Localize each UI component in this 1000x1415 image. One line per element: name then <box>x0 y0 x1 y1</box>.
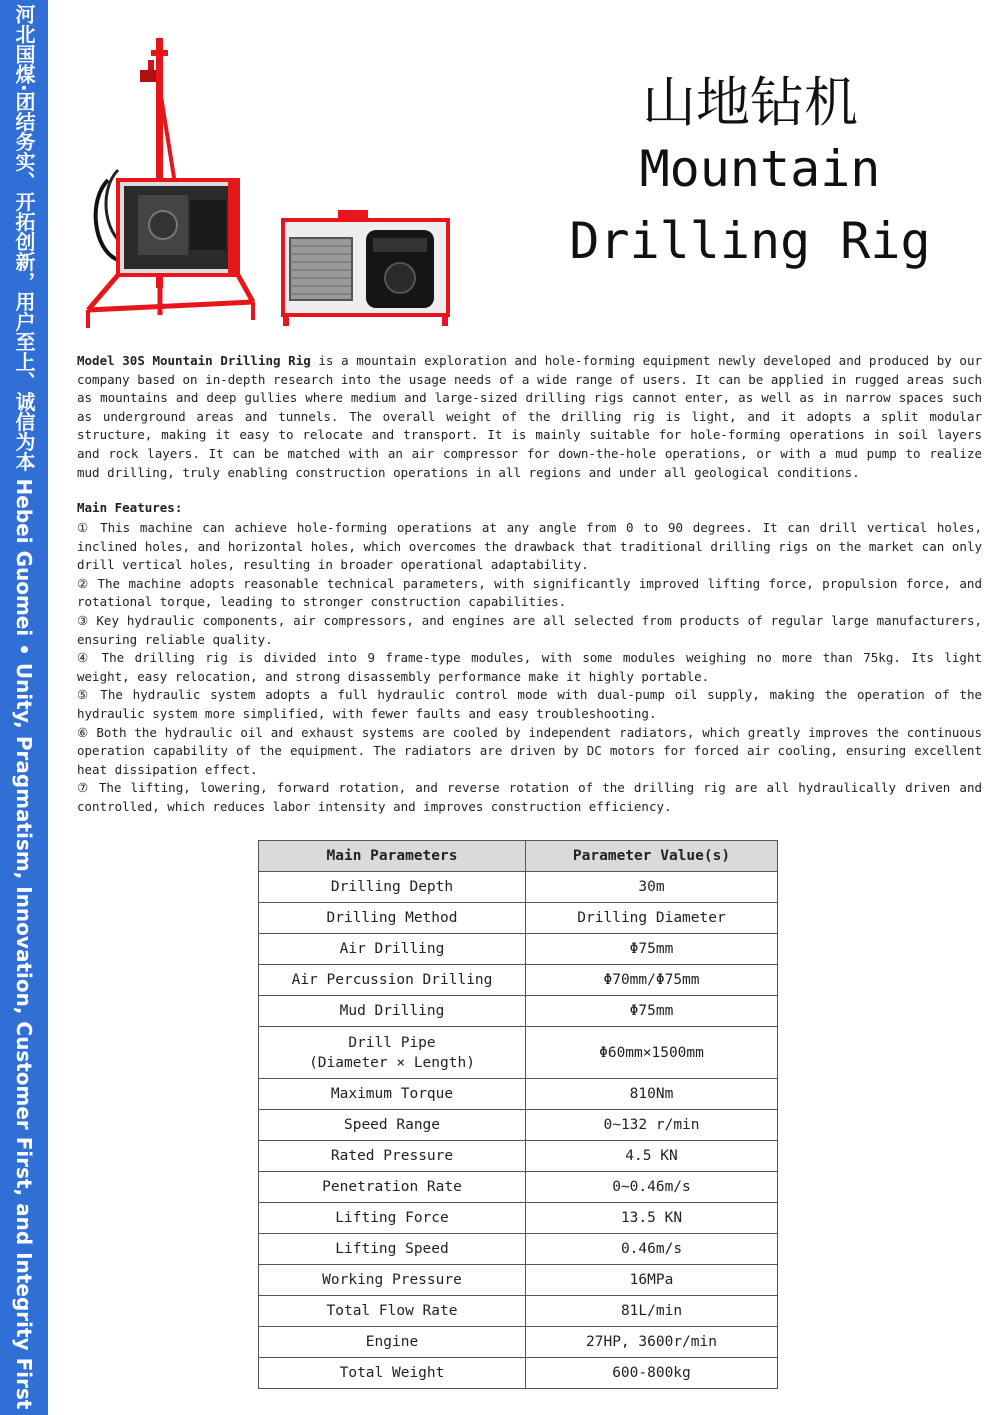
parameters-table <box>258 840 778 1389</box>
param-name: Air Drilling <box>259 934 526 965</box>
param-value: 0.46m/s <box>526 1234 778 1265</box>
side-slogan: 河北国煤·团结务实、开拓创新，用户至上、诚信为本 Hebei Guomei • Unity, Pragmatism, Innovation, Customer First, and Integrity First <box>12 4 36 1410</box>
param-value: 0~0.46m/s <box>526 1172 778 1203</box>
table-row <box>259 965 778 996</box>
param-name: Penetration Rate <box>259 1172 526 1203</box>
feature-item: ⑦ The lifting, lowering, forward rotation, and reverse rotation of the drilling rig are all hydraulically driven and controlled, which reduces labor intensity and improves construction efficiency. <box>77 780 982 814</box>
feature-item: ⑤ The hydraulic system adopts a full hydraulic control mode with dual-pump oil supply, making the operation of the hydraulic system more simplified, with fewer faults and easy troubleshooting. <box>77 687 982 721</box>
table-row <box>259 1327 778 1358</box>
param-value: 600-800kg <box>526 1358 778 1389</box>
param-value: Φ75mm <box>526 934 778 965</box>
table-row <box>259 1296 778 1327</box>
intro-text: is a mountain exploration and hole-forming equipment newly developed and produced by our company based on in-depth research into the usage needs of a wide range of users. It can be applied in rugged areas such as mountains and deep gullies where medium and large-sized drilling rigs cannot enter, as well as in narrow spaces such as underground areas and tunnels. The overall weight of the drilling rig is light, and it adopts a split modular structure, making it easy to relocate and transport. It is mainly suitable for hole-forming operations in soil layers and rock layers. It can be matched with an air compressor for down-the-hole operations, or with a mud pump to realize mud drilling, truly enabling construction operations in all regions and under all geological conditions. <box>77 353 982 480</box>
table-row <box>259 1265 778 1296</box>
feature-item: ⑥ Both the hydraulic oil and exhaust systems are cooled by independent radiators, which greatly improves the continuous operation capability of the equipment. The radiators are driven by DC motors for forced air cooling, ensuring excellent heat dissipation effect. <box>77 724 982 777</box>
param-name: Working Pressure <box>259 1265 526 1296</box>
title-english-line1: Mountain <box>639 140 881 198</box>
table-row <box>259 872 778 903</box>
param-name-line1: Drill Pipe <box>348 1034 436 1051</box>
table-row <box>259 996 778 1027</box>
param-name-line2: (Diameter × Length) <box>309 1054 475 1071</box>
feature-item: ② The machine adopts reasonable technical parameters, with significantly improved lifting force, propulsion force, and rotational torque, leading to stronger construction capabilities. <box>77 575 982 610</box>
table-row <box>259 1027 778 1079</box>
param-name: Drilling Method <box>259 903 526 934</box>
param-value: 27HP, 3600r/min <box>526 1327 778 1358</box>
param-name <box>259 1027 526 1079</box>
param-value: 810Nm <box>526 1079 778 1110</box>
param-name: Maximum Torque <box>259 1079 526 1110</box>
param-name: Rated Pressure <box>259 1141 526 1172</box>
intro-lead: Model 30S Mountain Drilling Rig <box>77 353 311 368</box>
param-name: Lifting Force <box>259 1203 526 1234</box>
table-row <box>259 1203 778 1234</box>
title-english-line2: Drilling Rig <box>569 212 931 270</box>
param-name: Total Flow Rate <box>259 1296 526 1327</box>
param-value: 30m <box>526 872 778 903</box>
param-value: Φ60mm×1500mm <box>526 1027 778 1079</box>
table-row <box>259 1234 778 1265</box>
features-title: Main Features: <box>77 500 183 515</box>
param-name: Mud Drilling <box>259 996 526 1027</box>
header-parameter-values: Parameter Value(s) <box>526 841 778 872</box>
param-name: Speed Range <box>259 1110 526 1141</box>
param-value: 13.5 KN <box>526 1203 778 1234</box>
side-banner <box>0 0 48 1415</box>
param-value: Φ75mm <box>526 996 778 1027</box>
table-row <box>259 1141 778 1172</box>
param-name: Drilling Depth <box>259 872 526 903</box>
param-name: Total Weight <box>259 1358 526 1389</box>
feature-item: ④ The drilling rig is divided into 9 frame-type modules, with some modules weighing no more than 75kg. Its light weight, easy relocation, and strong disassembly performance make it highly portable. <box>77 650 982 684</box>
param-value: 81L/min <box>526 1296 778 1327</box>
title-chinese: 山地钻机 <box>642 71 858 134</box>
param-name: Air Percussion Drilling <box>259 965 526 996</box>
feature-item: ① This machine can achieve hole-forming operations at any angle from 0 to 90 degrees. It can drill vertical holes, inclined holes, and horizontal holes, which overcomes the drawback that traditional drilling rigs on the market can only drill vertical holes, resulting in broader operational adaptability. <box>77 520 982 573</box>
features-list <box>77 519 982 817</box>
param-value: 16MPa <box>526 1265 778 1296</box>
table-row <box>259 1172 778 1203</box>
header-main-parameters: Main Parameters <box>259 841 526 872</box>
table-row <box>259 1110 778 1141</box>
param-value: Φ70mm/Φ75mm <box>526 965 778 996</box>
param-value: 0~132 r/min <box>526 1110 778 1141</box>
table-row <box>259 1079 778 1110</box>
table-row <box>259 903 778 934</box>
table-header-row <box>259 841 778 872</box>
param-value: 4.5 KN <box>526 1141 778 1172</box>
table-row <box>259 1358 778 1389</box>
intro-paragraph <box>77 352 982 482</box>
engine-module-image <box>278 208 453 328</box>
param-name: Engine <box>259 1327 526 1358</box>
feature-item: ③ Key hydraulic components, air compressors, and engines are all selected from products of regular large manufacturers, ensuring reliable quality. <box>77 612 982 647</box>
drilling-rig-image <box>78 30 268 330</box>
param-name: Lifting Speed <box>259 1234 526 1265</box>
param-value: Drilling Diameter <box>526 903 778 934</box>
table-row <box>259 934 778 965</box>
